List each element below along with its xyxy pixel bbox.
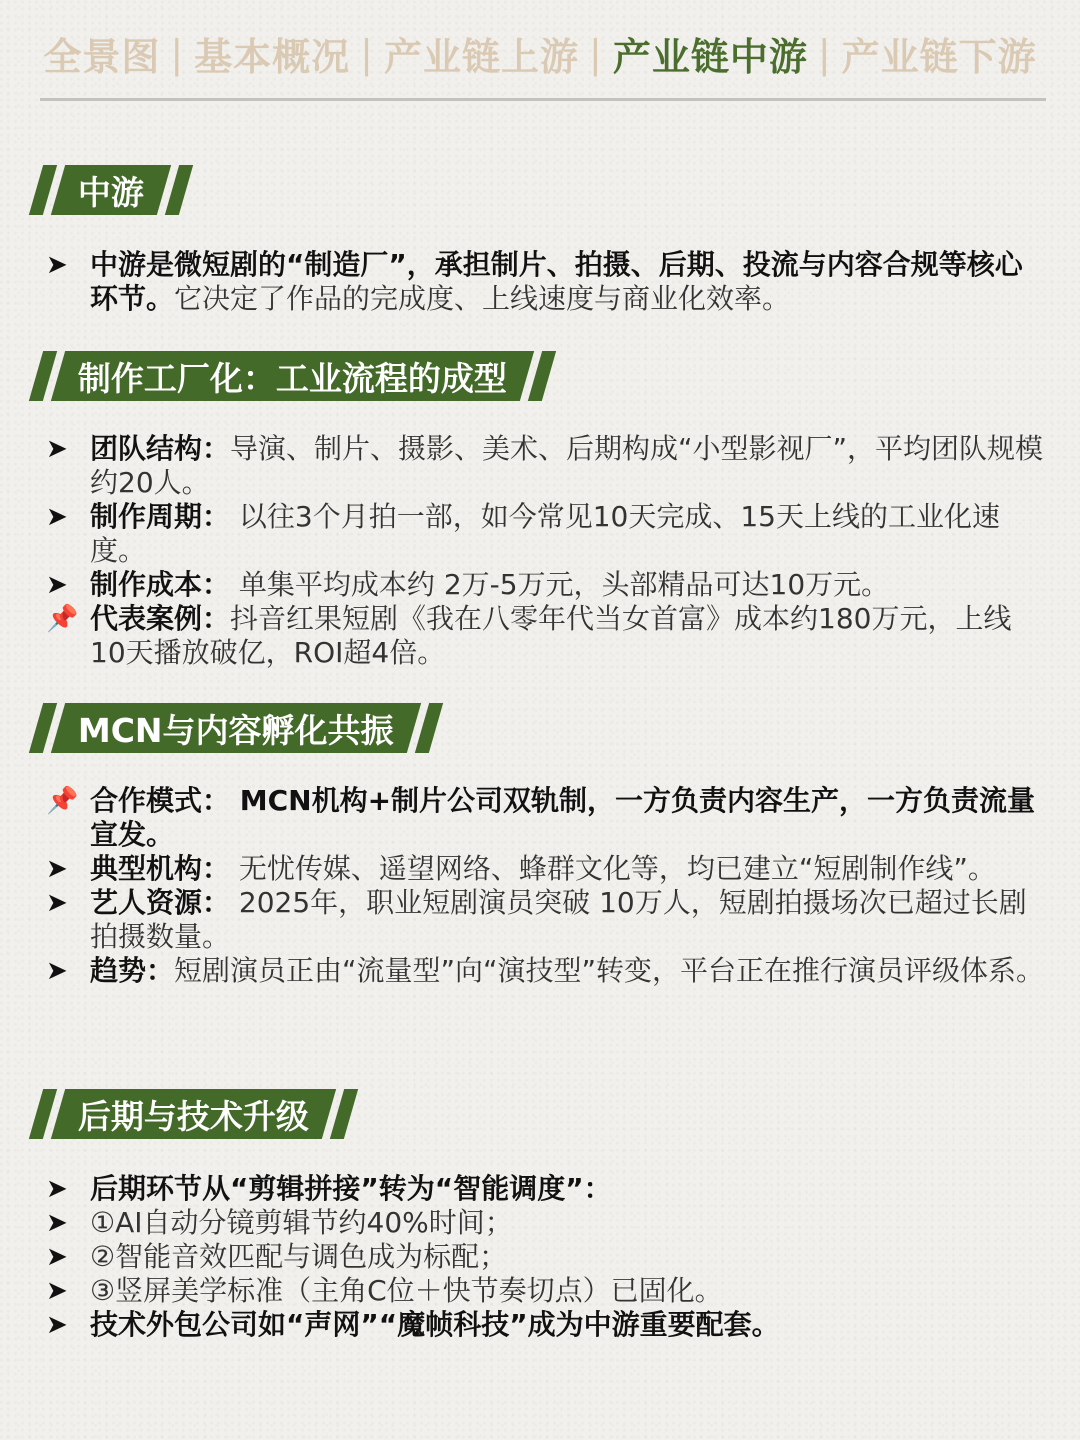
- section-body: [46, 784, 1046, 988]
- arrow-bullet-icon: ➤: [46, 570, 68, 600]
- section-body: [46, 248, 1046, 316]
- item-bold-text: 趋势：: [90, 954, 175, 987]
- section-title: 制作工厂化：工业流程的成型: [78, 358, 507, 398]
- item-text: ①AI自动分镜剪辑节约40%时间；: [90, 1206, 513, 1239]
- section-heading-midstream: [36, 164, 186, 216]
- pushpin-icon: 📌: [46, 786, 79, 816]
- item-text: ②智能音效匹配与调色成为标配；: [90, 1240, 508, 1273]
- list-item: [46, 1308, 1046, 1342]
- item-text: ③竖屏美学标准（主角C位＋快节奏切点）已固化。: [90, 1274, 723, 1307]
- list-item: [46, 784, 1046, 852]
- item-text: 单集平均成本约 2万-5万元，头部精品可达10万元。: [230, 568, 890, 601]
- tab-midstream[interactable]: 产业链中游: [612, 35, 808, 79]
- list-item: [46, 886, 1046, 954]
- arrow-bullet-icon: ➤: [46, 434, 68, 464]
- list-item: [46, 1274, 1046, 1308]
- item-text: 以往3个月拍一部，如今常见10天完成、15天上线的工业化速度。: [90, 500, 1000, 567]
- arrow-bullet-icon: ➤: [46, 502, 68, 532]
- heading-slash-right: [165, 165, 193, 215]
- item-bold-text: 后期环节从“剪辑拼接”转为“智能调度”：: [90, 1172, 612, 1205]
- arrow-bullet-icon: ➤: [46, 250, 68, 280]
- item-text: 短剧演员正由“流量型”向“演技型”转变，平台正在推行演员评级体系。: [174, 954, 1045, 987]
- item-text: 无忧传媒、遥望网络、蜂群文化等，均已建立“短剧制作线”。: [230, 852, 996, 885]
- tab-panorama[interactable]: 全景图: [43, 35, 161, 79]
- arrow-bullet-icon: ➤: [46, 956, 68, 986]
- nav-separator: |: [589, 31, 603, 76]
- section-body: [46, 1172, 1046, 1342]
- item-text: 导演、制片、摄影、美术、后期构成“小型影视厂”，平均团队规模约20人。: [90, 432, 1044, 499]
- item-text: 它决定了作品的完成度、上线速度与商业化效率。: [174, 282, 791, 315]
- tab-overview[interactable]: 基本概况: [194, 35, 351, 79]
- arrow-bullet-icon: ➤: [46, 1174, 68, 1204]
- section-heading-postproduction: [36, 1088, 351, 1140]
- list-item: [46, 954, 1046, 988]
- section-title: MCN与内容孵化共振: [78, 710, 394, 750]
- section-heading-mcn: [36, 702, 436, 754]
- section-body: [46, 432, 1046, 670]
- top-nav: [0, 26, 1080, 81]
- nav-separator: |: [360, 31, 374, 76]
- list-item: [46, 1206, 1046, 1240]
- arrow-bullet-icon: ➤: [46, 1276, 68, 1306]
- item-bold-text: 制作成本：: [90, 568, 231, 601]
- arrow-bullet-icon: ➤: [46, 854, 68, 884]
- pushpin-icon: 📌: [46, 604, 79, 634]
- item-bold-text: 合作模式： MCN机构+制片公司双轨制，一方负责内容生产，一方负责流量宣发。: [90, 784, 1036, 851]
- list-item: [46, 432, 1046, 500]
- item-bold-text: 艺人资源：: [90, 886, 231, 919]
- list-item: [46, 602, 1046, 670]
- item-bold-text: 团队结构：: [90, 432, 231, 465]
- nav-separator: |: [817, 31, 832, 76]
- arrow-bullet-icon: ➤: [46, 1310, 68, 1340]
- arrow-bullet-icon: ➤: [46, 1208, 68, 1238]
- heading-slash-right: [415, 703, 443, 753]
- list-item: [46, 568, 1046, 602]
- nav-separator: |: [170, 31, 185, 76]
- item-bold-text: 技术外包公司如“声网”“魔帧科技”成为中游重要配套。: [90, 1308, 780, 1341]
- item-bold-text: 代表案例：: [90, 602, 231, 635]
- item-text: 2025年，职业短剧演员突破 10万人，短剧拍摄场次已超过长剧拍摄数量。: [90, 886, 1027, 953]
- item-bold-text: 制作周期：: [90, 500, 231, 533]
- header-divider: [40, 98, 1046, 101]
- tab-upstream[interactable]: 产业链上游: [383, 35, 579, 79]
- item-bold-text: 中游是微短剧的“制造厂”，承担制片、拍摄、后期、投流与内容合规等核心环节。: [90, 248, 1023, 315]
- tab-downstream[interactable]: 产业链下游: [841, 35, 1037, 79]
- item-text: 抖音红果短剧《我在八零年代当女首富》成本约180万元，上线10天播放破亿，ROI超4倍。: [90, 602, 1012, 669]
- section-heading-production: [36, 350, 549, 402]
- list-item: [46, 852, 1046, 886]
- arrow-bullet-icon: ➤: [46, 1242, 68, 1272]
- list-item: [46, 1172, 1046, 1206]
- list-item: [46, 248, 1046, 316]
- heading-slash-right: [330, 1089, 358, 1139]
- arrow-bullet-icon: ➤: [46, 888, 68, 918]
- list-item: [46, 500, 1046, 568]
- heading-slash-right: [528, 351, 556, 401]
- item-bold-text: 典型机构：: [90, 852, 231, 885]
- section-title: 中游: [78, 172, 144, 212]
- section-title: 后期与技术升级: [78, 1096, 309, 1136]
- list-item: [46, 1240, 1046, 1274]
